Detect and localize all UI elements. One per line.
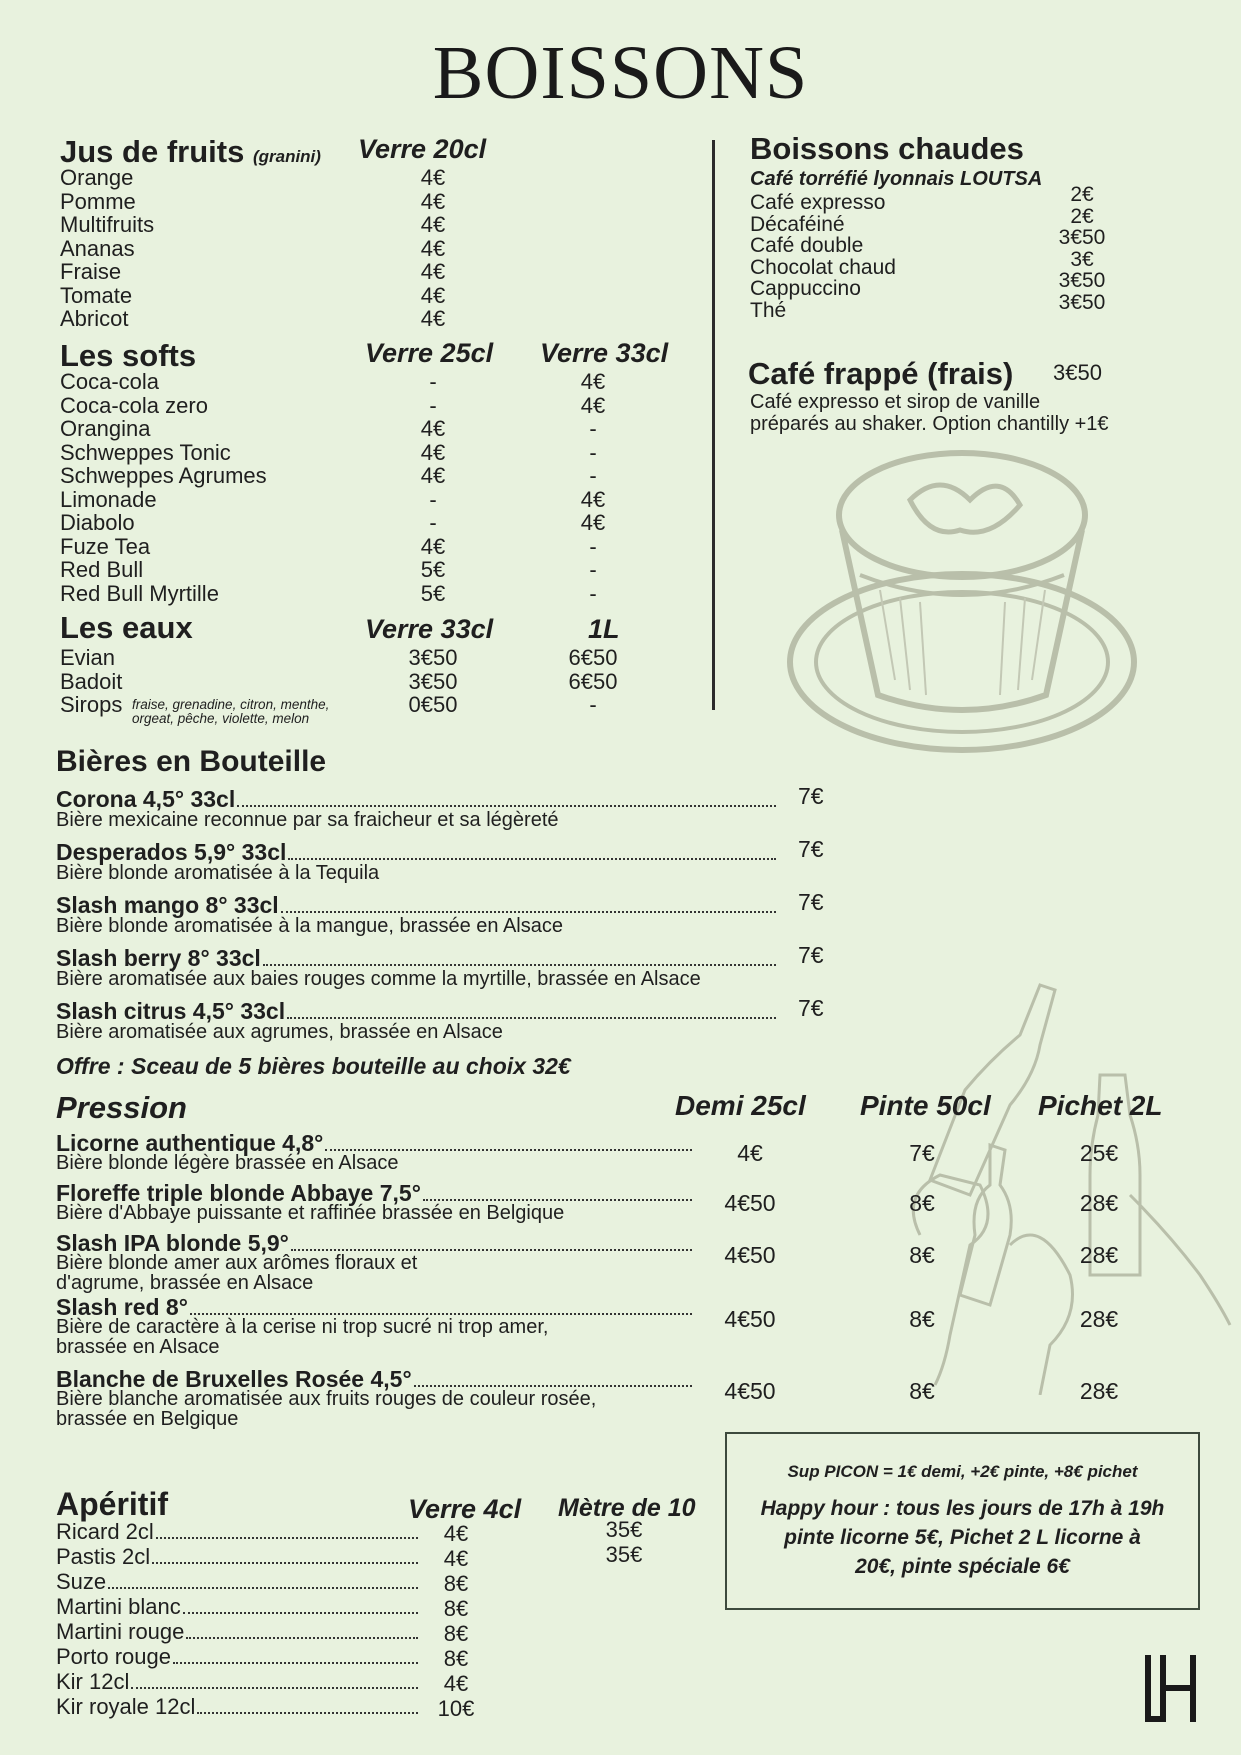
aperitif-label: Pastis 2cl: [56, 1544, 151, 1569]
beer-description: Bière mexicaine reconnue par sa fraicheur et sa légèreté: [56, 809, 559, 831]
picon-note: Sup PICON = 1€ demi, +2€ pinte, +8€ pichet: [787, 1462, 1138, 1481]
item-price: 3€50: [1058, 290, 1106, 314]
dot-leader: [263, 963, 776, 966]
draft-description: Bière blonde légère brassée en Alsace: [56, 1152, 399, 1174]
draft-description-2: brassée en Belgique: [56, 1408, 239, 1430]
draft-label: Licorne authentique 4,8°: [56, 1130, 324, 1156]
item-price: 3€50: [408, 668, 458, 694]
aperitif-name: [56, 1670, 418, 1694]
item-price: 2€: [1070, 204, 1094, 228]
aperitif-price: 8€: [443, 1621, 469, 1646]
item-name: Schweppes Agrumes: [60, 463, 267, 488]
item-price: 4€: [580, 510, 606, 535]
beer-label: Slash mango 8° 33cl: [56, 892, 279, 918]
item-price: 4€: [420, 212, 446, 237]
dot-leader: [131, 1686, 418, 1689]
item-price: 4€: [420, 463, 446, 488]
draft-heading: Pression: [56, 1090, 187, 1125]
aperitif-name: [56, 1620, 418, 1644]
frappe-heading: Café frappé (frais): [748, 356, 1014, 391]
draft-label: Slash red 8°: [56, 1294, 188, 1320]
dot-leader: [173, 1661, 418, 1664]
draft-description: Bière blanche aromatisée aux fruits rouges de couleur rosée,: [56, 1388, 597, 1410]
menu-row: [60, 307, 760, 331]
item-price: -: [429, 392, 437, 418]
aperitif-label: Suze: [56, 1569, 107, 1594]
aperitif-metre-price: 35€: [605, 1542, 643, 1567]
bottled-beer-offer: Offre : Sceau de 5 bières bouteille au choix 32€: [56, 1053, 571, 1079]
beer-description: Bière aromatisée aux baies rouges comme la myrtille, brassée en Alsace: [56, 968, 701, 990]
menu-row: [60, 417, 760, 441]
aperitif-price: 4€: [443, 1546, 469, 1571]
juice-heading: Jus de fruits (granini): [60, 134, 321, 169]
item-price: 4€: [420, 259, 446, 284]
dot-leader: [325, 1148, 692, 1151]
sirops-price-1: 0€50: [408, 692, 458, 717]
item-name: Schweppes Tonic: [60, 439, 231, 465]
item-name: Orange: [60, 165, 134, 190]
item-price: 4€: [420, 306, 446, 331]
sirops-name: Sirops: [60, 692, 123, 717]
dot-leader: [190, 1312, 692, 1315]
item-name: Orangina: [60, 416, 151, 441]
item-price: -: [589, 580, 597, 606]
item-name: Badoit: [60, 668, 123, 694]
aperitif-label: Kir 12cl: [56, 1669, 130, 1694]
item-price: 4€: [580, 392, 606, 418]
beer-label: Slash berry 8° 33cl: [56, 945, 261, 971]
menu-row: [60, 488, 760, 512]
item-price: -: [589, 416, 597, 441]
draft-description: Bière d'Abbaye puissante et raffinée brassée en Belgique: [56, 1202, 565, 1224]
beer-price: 7€: [798, 836, 824, 862]
menu-row: [60, 370, 760, 394]
item-price: 4€: [420, 235, 446, 261]
softs-col1-header: Verre 25cl: [365, 338, 494, 368]
happy-hour-box: [725, 1432, 1200, 1610]
draft-description: Bière blonde amer aux arômes floraux et: [56, 1252, 418, 1274]
dot-leader: [197, 1711, 418, 1714]
bottled-beer-heading: Bières en Bouteille: [56, 745, 327, 778]
draft-price-demi: 4€50: [724, 1378, 776, 1404]
aperitif-price: 4€: [443, 1671, 469, 1696]
menu-row: [60, 464, 760, 488]
item-name: Multifruits: [60, 212, 155, 237]
beer-description: Bière blonde aromatisée à la Tequila: [56, 862, 380, 884]
dot-leader: [183, 1611, 418, 1614]
beer-price: 7€: [798, 889, 824, 915]
item-price: 5€: [420, 557, 446, 582]
draft-price-pichet: 28€: [1079, 1306, 1119, 1332]
draft-price-pichet: 28€: [1079, 1190, 1119, 1216]
item-price: -: [429, 369, 437, 394]
draft-price-demi: 4€50: [724, 1306, 776, 1332]
aperitif-metre-price: 35€: [605, 1517, 643, 1542]
item-price: -: [589, 557, 597, 582]
item-name: Ananas: [60, 235, 135, 261]
aperitif-price: 10€: [437, 1696, 475, 1721]
hot-drink-row: [750, 204, 1200, 236]
draft-description-2: d'agrume, brassée en Alsace: [56, 1272, 314, 1294]
draft-label: Slash IPA blonde 5,9°: [56, 1230, 289, 1256]
item-name: Red Bull: [60, 557, 144, 582]
aperitif-label: Martini blanc: [56, 1594, 181, 1619]
menu-row: [60, 237, 760, 261]
draft-price-pichet: 28€: [1079, 1242, 1119, 1268]
item-name: Café expresso: [750, 191, 886, 214]
happy-hour-text: Happy hour : tous les jours de 17h à 19h pinte licorne 5€, Pichet 2 L licorne à 20€, pinte spéciale 6€: [760, 1497, 1165, 1578]
item-price: 4€: [420, 165, 446, 190]
hot-drinks-subheading: Café torréfié lyonnais LOUTSA: [750, 168, 1043, 190]
draft-price-demi: 4€50: [724, 1242, 776, 1268]
menu-row: [60, 582, 760, 606]
aperitif-price: 8€: [443, 1571, 469, 1596]
item-name: Diabolo: [60, 510, 135, 535]
menu-row: [60, 441, 760, 465]
waters-heading: Les eaux: [60, 610, 193, 645]
coffee-cup-illustration: [770, 440, 1160, 760]
aperitif-heading: Apéritif: [56, 1486, 168, 1522]
item-price: -: [429, 510, 437, 535]
draft-price-pichet: 25€: [1079, 1140, 1119, 1166]
beer-description: Bière aromatisée aux agrumes, brassée en Alsace: [56, 1021, 503, 1043]
draft-price-pinte: 8€: [909, 1242, 935, 1268]
menu-row: [60, 394, 760, 418]
aperitif-name: [56, 1695, 418, 1719]
item-price: 4€: [580, 369, 606, 394]
draft-price-pinte: 8€: [909, 1306, 935, 1332]
dot-leader: [287, 1016, 776, 1019]
dot-leader: [414, 1384, 692, 1387]
item-name: Red Bull Myrtille: [60, 580, 219, 606]
item-price: -: [589, 439, 597, 465]
item-name: Coca-cola: [60, 369, 160, 394]
frappe-price: 3€50: [1053, 360, 1102, 385]
item-name: Coca-cola zero: [60, 392, 208, 418]
aperitif-col1-header: Verre 4cl: [408, 1494, 522, 1524]
item-price: 3€: [1070, 247, 1094, 271]
hot-drink-row: [750, 269, 1200, 300]
draft-price-demi: 4€: [737, 1140, 763, 1166]
aperitif-price: 8€: [443, 1596, 469, 1621]
aperitif-label: Martini rouge: [56, 1619, 185, 1644]
draft-price-pichet: 28€: [1079, 1378, 1119, 1404]
draft-col2-header: Pinte 50cl: [860, 1090, 991, 1121]
dot-leader: [108, 1586, 418, 1589]
aperitif-price: 8€: [443, 1646, 469, 1671]
brand-logo: [1143, 1652, 1199, 1724]
item-price: 4€: [420, 282, 446, 308]
juice-col-header: Verre 20cl: [358, 134, 487, 164]
draft-description-2: brassée en Alsace: [56, 1336, 220, 1358]
softs-col2-header: Verre 33cl: [540, 338, 669, 368]
beer-label: Corona 4,5° 33cl: [56, 786, 236, 812]
aperitif-col2-header: Mètre de 10: [558, 1494, 696, 1522]
hot-drink-row: [750, 247, 1200, 279]
menu-row: [60, 190, 760, 214]
aperitif-name: [56, 1645, 418, 1669]
draft-price-pinte: 8€: [909, 1190, 935, 1216]
hot-drink-row: [750, 183, 1200, 214]
draft-col1-header: Demi 25cl: [675, 1090, 806, 1121]
frappe-description: Café expresso et sirop de vanille préparés au shaker. Option chantilly +1€: [750, 391, 1109, 435]
beer-price: 7€: [798, 942, 824, 968]
draft-label: Floreffe triple blonde Abbaye 7,5°: [56, 1180, 421, 1206]
item-price: 6€50: [568, 645, 618, 670]
aperitif-name: [56, 1570, 418, 1594]
item-price: -: [589, 533, 597, 559]
item-price: 5€: [420, 580, 446, 606]
dot-leader: [423, 1198, 692, 1201]
dot-leader: [281, 910, 776, 913]
aperitif-price: 4€: [443, 1521, 469, 1546]
dot-leader: [288, 857, 776, 860]
item-price: 4€: [420, 416, 446, 441]
sirops-detail-2: orgeat, pêche, violette, melon: [132, 711, 310, 726]
draft-price-pinte: 8€: [909, 1378, 935, 1404]
menu-row: [60, 260, 760, 284]
item-price: 3€50: [1058, 226, 1106, 249]
item-name: Cappuccino: [750, 277, 861, 300]
sirops-detail-1: fraise, grenadine, citron, menthe,: [132, 697, 330, 712]
menu-row: [60, 646, 760, 670]
menu-row: [60, 284, 760, 308]
aperitif-name: [56, 1520, 418, 1544]
dot-leader: [156, 1536, 418, 1539]
menu-row: [60, 511, 760, 535]
hot-drinks-heading: Boissons chaudes: [750, 131, 1024, 166]
beer-label: Slash citrus 4,5° 33cl: [56, 998, 286, 1024]
item-name: Fraise: [60, 259, 122, 284]
hot-drink-row: [750, 226, 1200, 257]
item-price: 2€: [1070, 183, 1094, 206]
item-price: 4€: [420, 533, 446, 559]
menu-row: [60, 166, 760, 190]
aperitif-label: Kir royale 12cl: [56, 1694, 196, 1719]
item-price: 6€50: [568, 668, 618, 694]
beer-label: Desperados 5,9° 33cl: [56, 839, 287, 865]
item-price: -: [429, 486, 437, 512]
dot-leader: [237, 804, 776, 807]
item-name: Tomate: [60, 282, 133, 308]
aperitif-name: [56, 1595, 418, 1619]
item-price: 4€: [580, 486, 606, 512]
item-price: 3€50: [1058, 269, 1106, 292]
draft-label: Blanche de Bruxelles Rosée 4,5°: [56, 1366, 412, 1392]
aperitif-name: [56, 1545, 418, 1569]
item-name: Limonade: [60, 486, 157, 512]
waters-col1-header: Verre 33cl: [365, 614, 494, 644]
draft-description: Bière de caractère à la cerise ni trop sucré ni trop amer,: [56, 1316, 549, 1338]
softs-heading: Les softs: [60, 338, 197, 373]
hands-bottles-illustration: [840, 975, 1240, 1395]
item-name: Café double: [750, 234, 864, 257]
item-name: Pomme: [60, 188, 136, 214]
item-name: Chocolat chaud: [750, 255, 896, 279]
aperitif-label: Porto rouge: [56, 1644, 171, 1669]
menu-row: [60, 558, 760, 582]
menu-row: [60, 670, 760, 694]
page-title: BOISSONS: [432, 31, 809, 115]
draft-price-demi: 4€50: [724, 1190, 776, 1216]
draft-price-pinte: 7€: [909, 1140, 935, 1166]
aperitif-label: Ricard 2cl: [56, 1519, 154, 1544]
item-price: 4€: [420, 188, 446, 214]
waters-col2-header: 1L: [588, 614, 620, 644]
beer-price: 7€: [798, 783, 824, 809]
item-name: Décaféiné: [750, 212, 845, 236]
item-name: Abricot: [60, 306, 129, 331]
hot-drink-row: [750, 290, 1200, 322]
item-name: Thé: [750, 298, 787, 322]
item-price: 4€: [420, 439, 446, 465]
menu-row: [60, 213, 760, 237]
dot-leader: [186, 1636, 418, 1639]
dot-leader: [152, 1561, 418, 1564]
item-price: 3€50: [408, 645, 458, 670]
dot-leader: [291, 1248, 692, 1251]
beer-price: 7€: [798, 995, 824, 1021]
menu-row: [60, 535, 760, 559]
item-price: -: [589, 463, 597, 488]
beer-description: Bière blonde aromatisée à la mangue, brassée en Alsace: [56, 915, 563, 937]
sirops-price-2: -: [589, 692, 597, 717]
draft-col3-header: Pichet 2L: [1038, 1090, 1163, 1121]
item-name: Evian: [60, 645, 116, 670]
item-name: Fuze Tea: [60, 533, 151, 559]
